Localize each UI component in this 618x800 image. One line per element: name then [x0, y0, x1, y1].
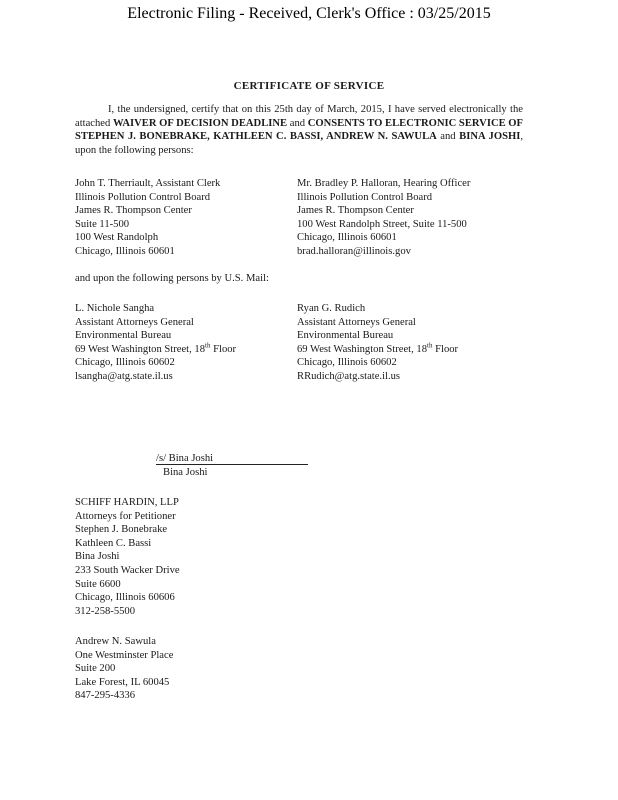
recipient-line: 100 West Randolph Street, Suite 11-500	[297, 218, 467, 230]
address-line: Suite 200	[75, 663, 116, 675]
recipient-line: Chicago, Illinois 60601	[75, 245, 175, 257]
firm-line: Attorneys for Petitioner	[75, 510, 176, 522]
firm-line: Suite 6600	[75, 578, 121, 590]
intro-text-3: and	[436, 131, 460, 143]
street-floor: Floor	[210, 343, 237, 355]
recipient-block-right	[297, 177, 470, 259]
recipient-city: Chicago, Illinois 60602	[75, 357, 175, 369]
firm-address-block	[75, 496, 180, 618]
address-line: Lake Forest, IL 60045	[75, 676, 170, 688]
intro-bold-3: BINA JOSHI	[459, 131, 521, 143]
second-address-block	[75, 635, 173, 703]
firm-line: Bina Joshi	[75, 551, 120, 563]
ordinal-suffix: th	[205, 341, 211, 350]
electronic-filing-stamp: Electronic Filing - Received, Clerk's Office : 03/25/2015	[127, 5, 491, 22]
recipient-line: James R. Thompson Center	[75, 205, 192, 217]
firm-phone: 312-258-5500	[75, 605, 136, 617]
mail-service-intro: and upon the following persons by U.S. Mail:	[75, 273, 269, 284]
recipient-bureau: Environmental Bureau	[297, 330, 394, 342]
intro-text-4: , upon the following persons:	[75, 131, 523, 156]
recipient-name: Ryan G. Rudich	[297, 303, 366, 314]
intro-bold-1: WAIVER OF DECISION DEADLINE	[112, 117, 288, 129]
address-line: One Westminster Place	[75, 649, 174, 661]
recipient-bureau: Environmental Bureau	[75, 330, 172, 342]
recipient-line: Suite 11-500	[75, 218, 130, 230]
recipient-email: lsangha@atg.state.il.us	[75, 370, 173, 382]
address-phone: 847-295-4336	[75, 690, 136, 702]
mail-recipient-block-left	[75, 302, 236, 384]
recipient-title: Assistant Attorneys General	[297, 316, 416, 328]
ordinal-suffix: th	[427, 341, 433, 350]
recipient-line: Mr. Bradley P. Halloran, Hearing Officer	[297, 178, 471, 189]
recipient-street	[297, 343, 458, 357]
recipient-line: James R. Thompson Center	[297, 205, 414, 217]
document-title: CERTIFICATE OF SERVICE	[233, 80, 385, 92]
certification-paragraph	[75, 103, 523, 157]
intro-text-1: I, the undersigned, certify that on this 25th day of March, 2015, I have served electronically the attached	[75, 104, 523, 129]
recipient-line: Illinois Pollution Control Board	[297, 191, 433, 203]
street-text: 69 West Washington Street, 18	[297, 343, 428, 355]
recipient-street	[75, 343, 236, 357]
intro-text-2: and	[287, 117, 308, 129]
street-text: 69 West Washington Street, 18	[75, 343, 206, 355]
recipient-title: Assistant Attorneys General	[75, 316, 194, 328]
mail-recipient-block-right	[297, 302, 458, 384]
signature-line: /s/ Bina Joshi	[156, 453, 308, 465]
recipient-line: Illinois Pollution Control Board	[75, 191, 211, 203]
recipient-line: 100 West Randolph	[75, 232, 159, 244]
recipient-city: Chicago, Illinois 60602	[297, 357, 397, 369]
recipient-email: RRudich@atg.state.il.us	[297, 370, 401, 382]
recipient-line: Chicago, Illinois 60601	[297, 232, 397, 244]
signatory-name: Bina Joshi	[163, 467, 208, 478]
firm-line: 233 South Wacker Drive	[75, 564, 180, 576]
recipient-block-left	[75, 177, 220, 259]
intro-bold-2: CONSENTS TO ELECTRONIC SERVICE OF STEPHEN J. BONEBRAKE, KATHLEEN C. BASSI, ANDREW N. SAWULA	[75, 117, 524, 143]
firm-line: Stephen J. Bonebrake	[75, 524, 168, 536]
firm-line: Kathleen C. Bassi	[75, 537, 152, 549]
recipient-email: brad.halloran@illinois.gov	[297, 245, 411, 257]
recipient-line: John T. Therriault, Assistant Clerk	[75, 178, 221, 189]
address-line: Andrew N. Sawula	[75, 636, 156, 647]
firm-name: SCHIFF HARDIN, LLP	[75, 497, 179, 508]
street-floor: Floor	[432, 343, 459, 355]
firm-line: Chicago, Illinois 60606	[75, 592, 175, 604]
recipient-name: L. Nichole Sangha	[75, 303, 155, 314]
